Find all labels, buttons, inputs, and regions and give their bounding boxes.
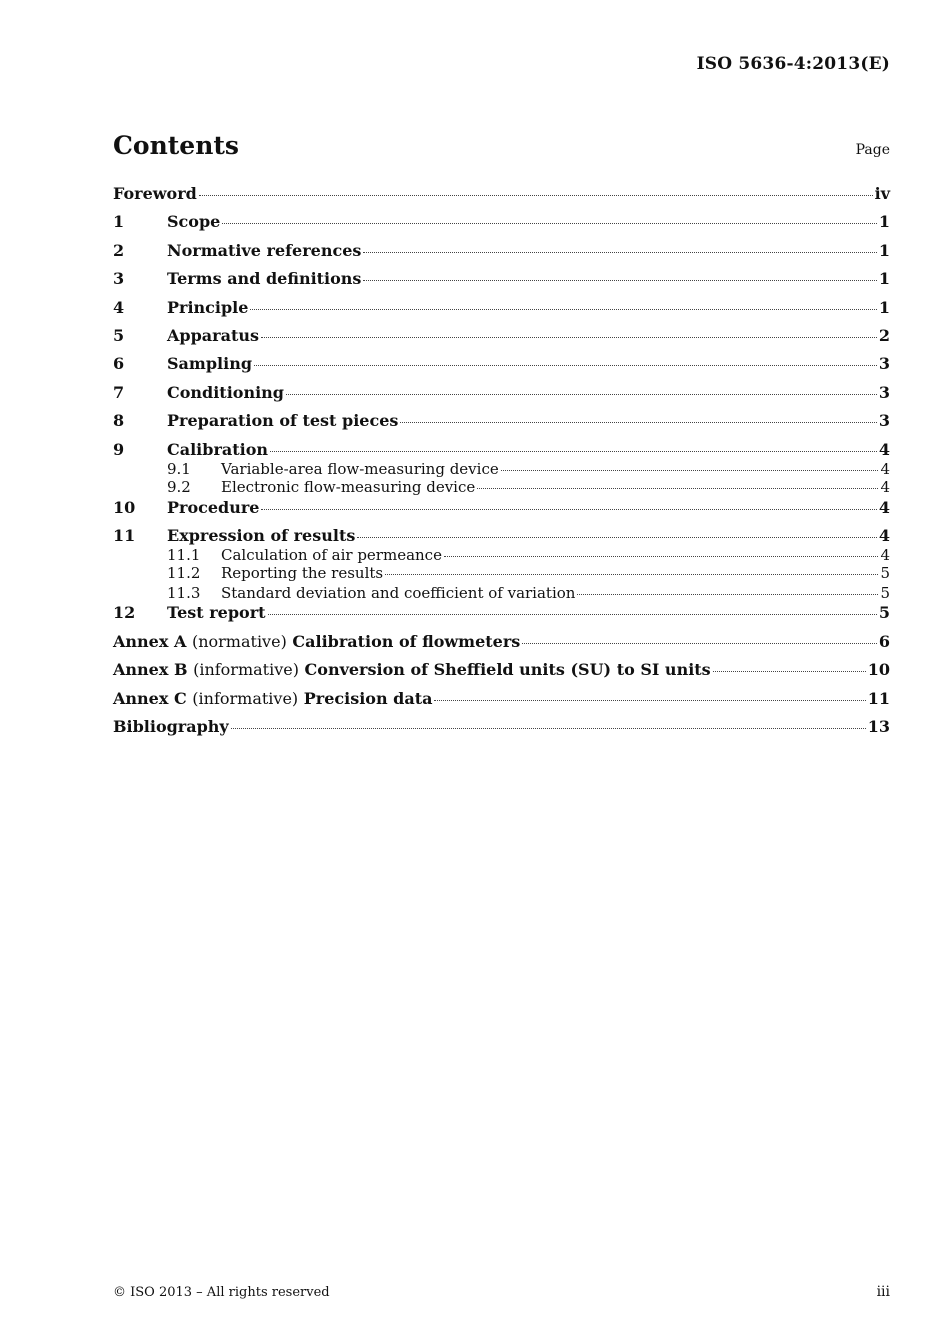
annex-title: Calibration of flowmeters	[292, 631, 521, 651]
toc-entry-page: 11	[867, 688, 890, 708]
toc-entry-number: 2	[113, 240, 125, 260]
annex-title: Conversion of Sheffield units (SU) to SI units	[304, 660, 711, 680]
toc-entry-title: Terms and definitions	[167, 269, 362, 289]
toc-entry-scope[interactable]	[113, 212, 890, 240]
toc-entry-page: 5	[880, 583, 890, 602]
toc-entry-page: 3	[878, 411, 890, 431]
toc-entry-number: 4	[113, 297, 125, 317]
annex-label: Annex A	[113, 631, 187, 651]
toc-entry-page: 4	[878, 439, 890, 459]
toc-entry-title: Foreword	[113, 184, 197, 203]
dot-leader	[713, 671, 866, 672]
toc-entry-page: 4	[878, 497, 890, 517]
toc-entry-page: 5	[878, 603, 890, 623]
toc-entry-title: Normative references	[167, 240, 362, 260]
toc-entry-title: Sampling	[167, 354, 253, 374]
toc-entry-title: Test report	[167, 603, 266, 623]
toc-entry-test-report[interactable]	[113, 603, 890, 631]
toc-entry-page: 6	[878, 631, 890, 651]
toc-entry-number: 5	[113, 325, 125, 345]
toc-entry-annex-b[interactable]	[113, 660, 890, 688]
toc-entry-number: 11.2	[167, 564, 201, 583]
toc-entry-number: 3	[113, 269, 125, 289]
toc-entry-title: Conditioning	[167, 382, 284, 402]
toc-entry-number: 10	[113, 497, 136, 517]
dot-leader	[444, 556, 878, 557]
toc-entry-title: Calculation of air permeance	[221, 546, 442, 565]
toc-entry-number: 7	[113, 382, 125, 402]
annex-title: Precision data	[303, 688, 433, 708]
annex-type: (informative)	[193, 660, 299, 680]
dot-leader	[522, 643, 877, 644]
toc-entry-page: 10	[867, 660, 890, 680]
toc-entry-page: 1	[878, 269, 890, 289]
toc-subentry-variable-area-flow-measuring-device[interactable]	[113, 460, 890, 478]
dot-leader	[577, 594, 878, 595]
toc-entry-annex-c[interactable]	[113, 689, 890, 717]
dot-leader	[363, 252, 876, 253]
dot-leader	[434, 700, 865, 701]
dot-leader	[286, 394, 877, 395]
toc-entry-page: 4	[880, 459, 890, 478]
toc-entry-number: 9.2	[167, 477, 191, 496]
dot-leader	[501, 470, 879, 471]
dot-leader	[385, 574, 878, 575]
toc-entry-conditioning[interactable]	[113, 383, 890, 411]
dot-leader	[363, 280, 876, 281]
toc-entry-number: 12	[113, 603, 136, 623]
annex-label: Annex C	[113, 688, 187, 708]
toc-entry-title: Apparatus	[167, 325, 259, 345]
toc-entry-annex-a[interactable]	[113, 632, 890, 660]
document-id: ISO 5636-4:2013(E)	[696, 54, 890, 74]
toc-entry-procedure[interactable]	[113, 498, 890, 526]
toc-entry-principle[interactable]	[113, 298, 890, 326]
toc-entry-title: Expression of results	[167, 525, 356, 545]
toc-entry-number: 11.3	[167, 583, 201, 602]
table-of-contents	[113, 184, 890, 745]
page-title: Contents	[113, 131, 240, 160]
toc-entry-number: 9	[113, 439, 125, 459]
toc-entry-bibliography[interactable]	[113, 717, 890, 745]
dot-leader	[222, 223, 877, 224]
dot-leader	[357, 537, 877, 538]
toc-subentry-calculation-of-air-permeance[interactable]	[113, 546, 890, 564]
toc-subentry-reporting-the-results[interactable]	[113, 564, 890, 584]
toc-entry-title: Variable-area flow-measuring device	[221, 459, 499, 478]
toc-entry-foreword[interactable]	[113, 184, 890, 212]
annex-type: (normative)	[191, 631, 287, 651]
toc-entry-title: Principle	[167, 297, 249, 317]
toc-entry-page: 5	[880, 564, 890, 583]
toc-entry-preparation-of-test-pieces[interactable]	[113, 411, 890, 439]
toc-entry-page: 2	[878, 325, 890, 345]
toc-entry-page: 1	[878, 297, 890, 317]
toc-entry-page: 13	[867, 717, 890, 737]
dot-leader	[254, 365, 877, 366]
dot-leader	[261, 337, 877, 338]
toc-entry-normative-references[interactable]	[113, 241, 890, 269]
toc-entry-sampling[interactable]	[113, 354, 890, 382]
dot-leader	[477, 488, 878, 489]
toc-entry-page: 4	[880, 477, 890, 496]
copyright-notice: © ISO 2013 – All rights reserved	[113, 1285, 330, 1300]
toc-entry-number: 11	[113, 525, 136, 545]
toc-entry-apparatus[interactable]	[113, 326, 890, 354]
toc-entry-title: Electronic flow-measuring device	[221, 477, 476, 496]
dot-leader	[199, 195, 873, 196]
toc-entry-page: 3	[878, 382, 890, 402]
dot-leader	[231, 728, 866, 729]
toc-entry-number: 11.1	[167, 546, 201, 565]
page-number: iii	[876, 1284, 890, 1300]
toc-entry-page: 4	[878, 525, 890, 545]
page-column-label: Page	[855, 142, 890, 158]
toc-entry-title: Reporting the results	[221, 564, 384, 583]
toc-entry-page: 3	[878, 354, 890, 374]
toc-entry-terms-and-definitions[interactable]	[113, 269, 890, 297]
toc-entry-page: 1	[878, 212, 890, 232]
toc-entry-title: Standard deviation and coefficient of variation	[221, 583, 576, 602]
dot-leader	[261, 509, 876, 510]
dot-leader	[268, 614, 877, 615]
toc-entry-page: 4	[880, 546, 890, 565]
toc-entry-title: Calibration	[167, 439, 269, 459]
annex-type: (informative)	[192, 688, 299, 708]
dot-leader	[270, 451, 877, 452]
toc-entry-number: 8	[113, 411, 125, 431]
toc-entry-title: Bibliography	[113, 717, 229, 737]
toc-entry-title	[113, 689, 432, 708]
toc-entry-title	[113, 660, 711, 679]
toc-entry-title: Scope	[167, 212, 221, 232]
toc-entry-number: 9.1	[167, 459, 191, 478]
toc-entry-title: Procedure	[167, 497, 260, 517]
toc-entry-number: 6	[113, 354, 125, 374]
dot-leader	[250, 309, 876, 310]
dot-leader	[400, 422, 876, 423]
toc-entry-page: iv	[874, 184, 890, 203]
toc-entry-title	[113, 632, 520, 651]
toc-subentry-electronic-flow-measuring-device[interactable]	[113, 478, 890, 498]
toc-entry-page: 1	[878, 240, 890, 260]
toc-entry-number: 1	[113, 212, 125, 232]
toc-entry-title: Preparation of test pieces	[167, 411, 399, 431]
toc-subentry-standard-deviation[interactable]	[113, 584, 890, 604]
annex-label: Annex B	[113, 660, 188, 680]
